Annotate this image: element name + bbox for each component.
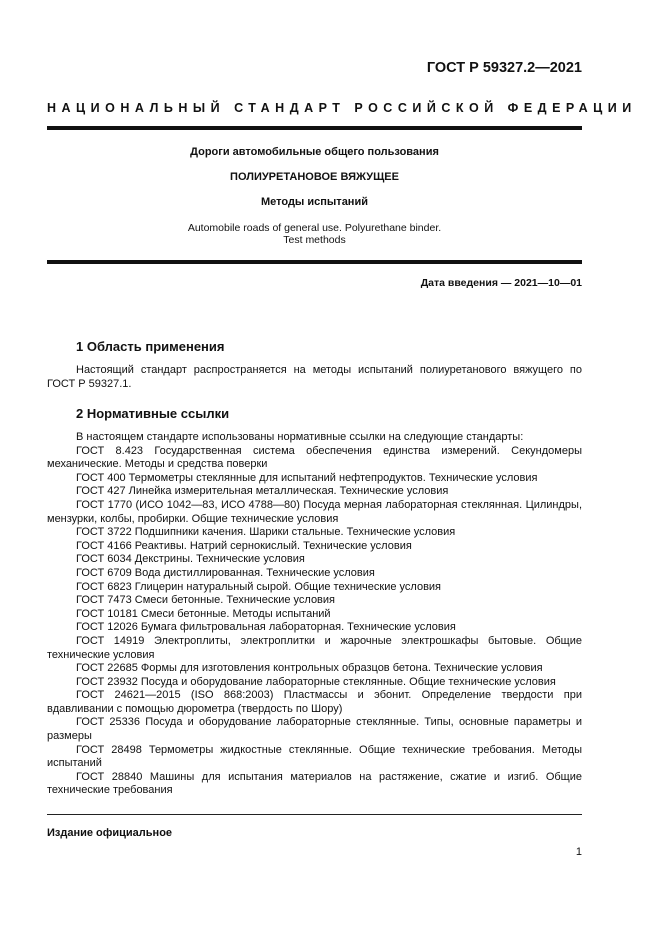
section-1-text (47, 364, 582, 391)
section-1-paragraph: Настоящий стандарт распространяется на методы испытаний полиуретанового вяжущего по ГОСТ Р 59327.1. (47, 364, 582, 390)
section-2-list (47, 431, 582, 798)
edition-label: Издание официальное (47, 827, 173, 839)
reference-item: ГОСТ 12026 Бумага фильтровальная лабораторная. Технические условия (76, 621, 456, 634)
title-line-2: ПОЛИУРЕТАНОВОЕ ВЯЖУЩЕЕ (230, 171, 399, 183)
reference-item: ГОСТ 400 Термометры стеклянные для испытаний нефтепродуктов. Технические условия (76, 471, 538, 484)
reference-item: ГОСТ 10181 Смеси бетонные. Методы испытаний (76, 607, 331, 620)
english-title (47, 222, 582, 246)
reference-item: ГОСТ 427 Линейка измерительная металлическая. Технические условия (76, 485, 449, 498)
reference-item: ГОСТ 1770 (ИСО 1042—83, ИСО 4788—80) Посуда мерная лабораторная стеклянная. Цилиндры, мензурки, колбы, пробирки. Общие технические условия (47, 498, 582, 525)
reference-item: ГОСТ 3722 Подшипники качения. Шарики стальные. Технические условия (76, 526, 456, 539)
reference-item: ГОСТ 22685 Формы для изготовления контрольных образцов бетона. Технические условия (76, 662, 543, 675)
reference-item: ГОСТ 28498 Термометры жидкостные стеклянные. Общие технические требования. Методы испытаний (47, 743, 582, 770)
standard-type-heading: НАЦИОНАЛЬНЫЙ СТАНДАРТ РОССИЙСКОЙ ФЕДЕРАЦИИ (47, 101, 637, 115)
english-title-line-2: Test methods (283, 234, 346, 246)
english-title-line-1: Automobile roads of general use. Polyurethane binder. (187, 222, 442, 234)
top-divider (47, 126, 582, 130)
title-line-3: Методы испытаний (261, 196, 368, 208)
reference-item: ГОСТ 6823 Глицерин натуральный сырой. Общие технические условия (76, 580, 442, 593)
introduction-date: Дата введения — 2021—10—01 (420, 277, 582, 289)
reference-item: ГОСТ 6034 Декстрины. Технические условия (76, 553, 305, 566)
section-2-heading: 2 Нормативные ссылки (76, 406, 230, 421)
reference-item: ГОСТ 14919 Электроплиты, электроплитки и жарочные электрошкафы бытовые. Общие технические условия (47, 634, 582, 661)
reference-item: ГОСТ 8.423 Государственная система обеспечения единства измерений. Секундомеры механические. Методы и средства поверки (47, 444, 582, 471)
reference-item: ГОСТ 25336 Посуда и оборудование лабораторные стеклянные. Типы, основные параметры и размеры (47, 716, 582, 743)
document-number: ГОСТ Р 59327.2—2021 (426, 60, 582, 76)
reference-item: ГОСТ 24621—2015 (ISO 868:2003) Пластмассы и эбонит. Определение твердости при вдавливании с помощью дюрометра (твердость по Шору) (47, 689, 582, 715)
reference-intro: В настоящем стандарте использованы нормативные ссылки на следующие стандарты: (76, 431, 524, 443)
title-divider (47, 260, 582, 264)
section-1-heading: 1 Область применения (76, 339, 225, 354)
reference-item: ГОСТ 6709 Вода дистиллированная. Технические условия (76, 566, 375, 579)
reference-item: ГОСТ 23932 Посуда и оборудование лабораторные стеклянные. Общие технические условия (76, 675, 556, 688)
page-number: 1 (575, 846, 582, 858)
footer-divider (47, 814, 582, 815)
reference-item: ГОСТ 28840 Машины для испытания материалов на растяжение, сжатие и изгиб. Общие технические требования (47, 770, 582, 797)
reference-item: ГОСТ 4166 Реактивы. Натрий сернокислый. Технические условия (76, 539, 412, 552)
title-line-1: Дороги автомобильные общего пользования (190, 146, 439, 158)
reference-item: ГОСТ 7473 Смеси бетонные. Технические условия (76, 594, 336, 607)
